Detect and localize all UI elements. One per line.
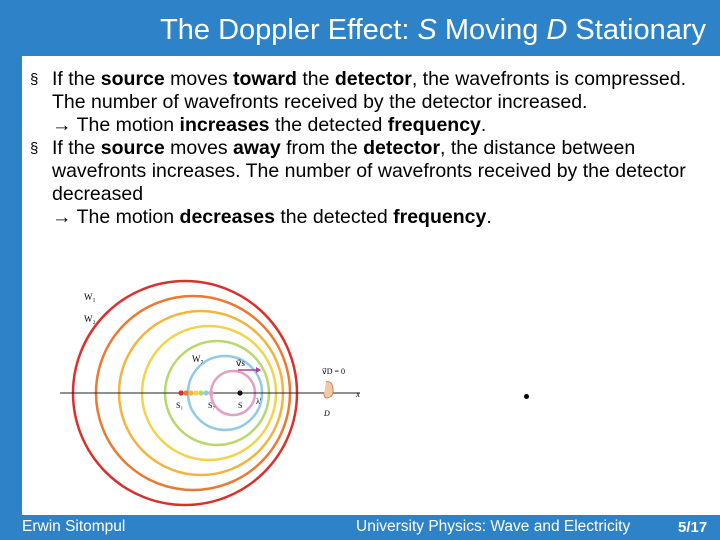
source-position-dot bbox=[198, 390, 203, 395]
vs-arrowhead-icon bbox=[256, 367, 261, 373]
arrow-icon: → bbox=[52, 114, 72, 136]
bullet-item-1: § If the source moves toward the detector, the wavefronts is compressed. The number of wavefronts received by the detector increased. → The motion increases the detected frequency. bbox=[30, 68, 710, 137]
w7-label: W₇ bbox=[192, 354, 204, 364]
arrow-icon: → bbox=[52, 206, 72, 228]
bullet-marker: § bbox=[30, 71, 39, 88]
detector-dot bbox=[524, 394, 529, 399]
x-axis-label: x bbox=[356, 389, 360, 399]
s7-label: S₇ bbox=[208, 401, 216, 410]
w2-label: W₂ bbox=[84, 314, 96, 324]
source-position-dot bbox=[203, 390, 208, 395]
vs-label: v⃗s bbox=[236, 358, 245, 368]
conclusion-line-1: → The motion increases the detected frequency. bbox=[52, 114, 487, 136]
w1-label: W₁ bbox=[84, 292, 96, 302]
current-source-dot bbox=[237, 390, 242, 395]
footer-author: Erwin Sitompul bbox=[22, 518, 126, 535]
bullet-list bbox=[30, 68, 710, 229]
source-position-dot bbox=[188, 390, 193, 395]
doppler-wavefront-figure bbox=[60, 270, 370, 510]
s1-label: S₁ bbox=[176, 401, 184, 410]
bullet-item-2: § If the source moves away from the detector, the distance between wavefronts increases. The number of wavefronts received by the detector decreased → The motion decreases the detected frequency. bbox=[30, 137, 710, 229]
bullet-marker: § bbox=[30, 140, 39, 157]
vd-label: v⃗D = 0 bbox=[322, 367, 346, 376]
ear-detector-icon bbox=[324, 382, 333, 398]
source-position-dot bbox=[178, 390, 183, 395]
footer-course: University Physics: Wave and Electricity bbox=[356, 518, 631, 535]
source-position-dot bbox=[208, 390, 213, 395]
slide-title: The Doppler Effect: S Moving D Stationary bbox=[160, 14, 706, 46]
s-label: S bbox=[238, 401, 243, 410]
lambda-label: λ' bbox=[256, 397, 262, 406]
page-number: 5/17 bbox=[678, 519, 708, 536]
d-label: D bbox=[324, 409, 330, 418]
conclusion-line-2: → The motion decreases the detected frequency. bbox=[52, 206, 492, 228]
source-position-dot bbox=[193, 390, 198, 395]
source-position-dot bbox=[183, 390, 188, 395]
footer-bar bbox=[0, 515, 720, 540]
